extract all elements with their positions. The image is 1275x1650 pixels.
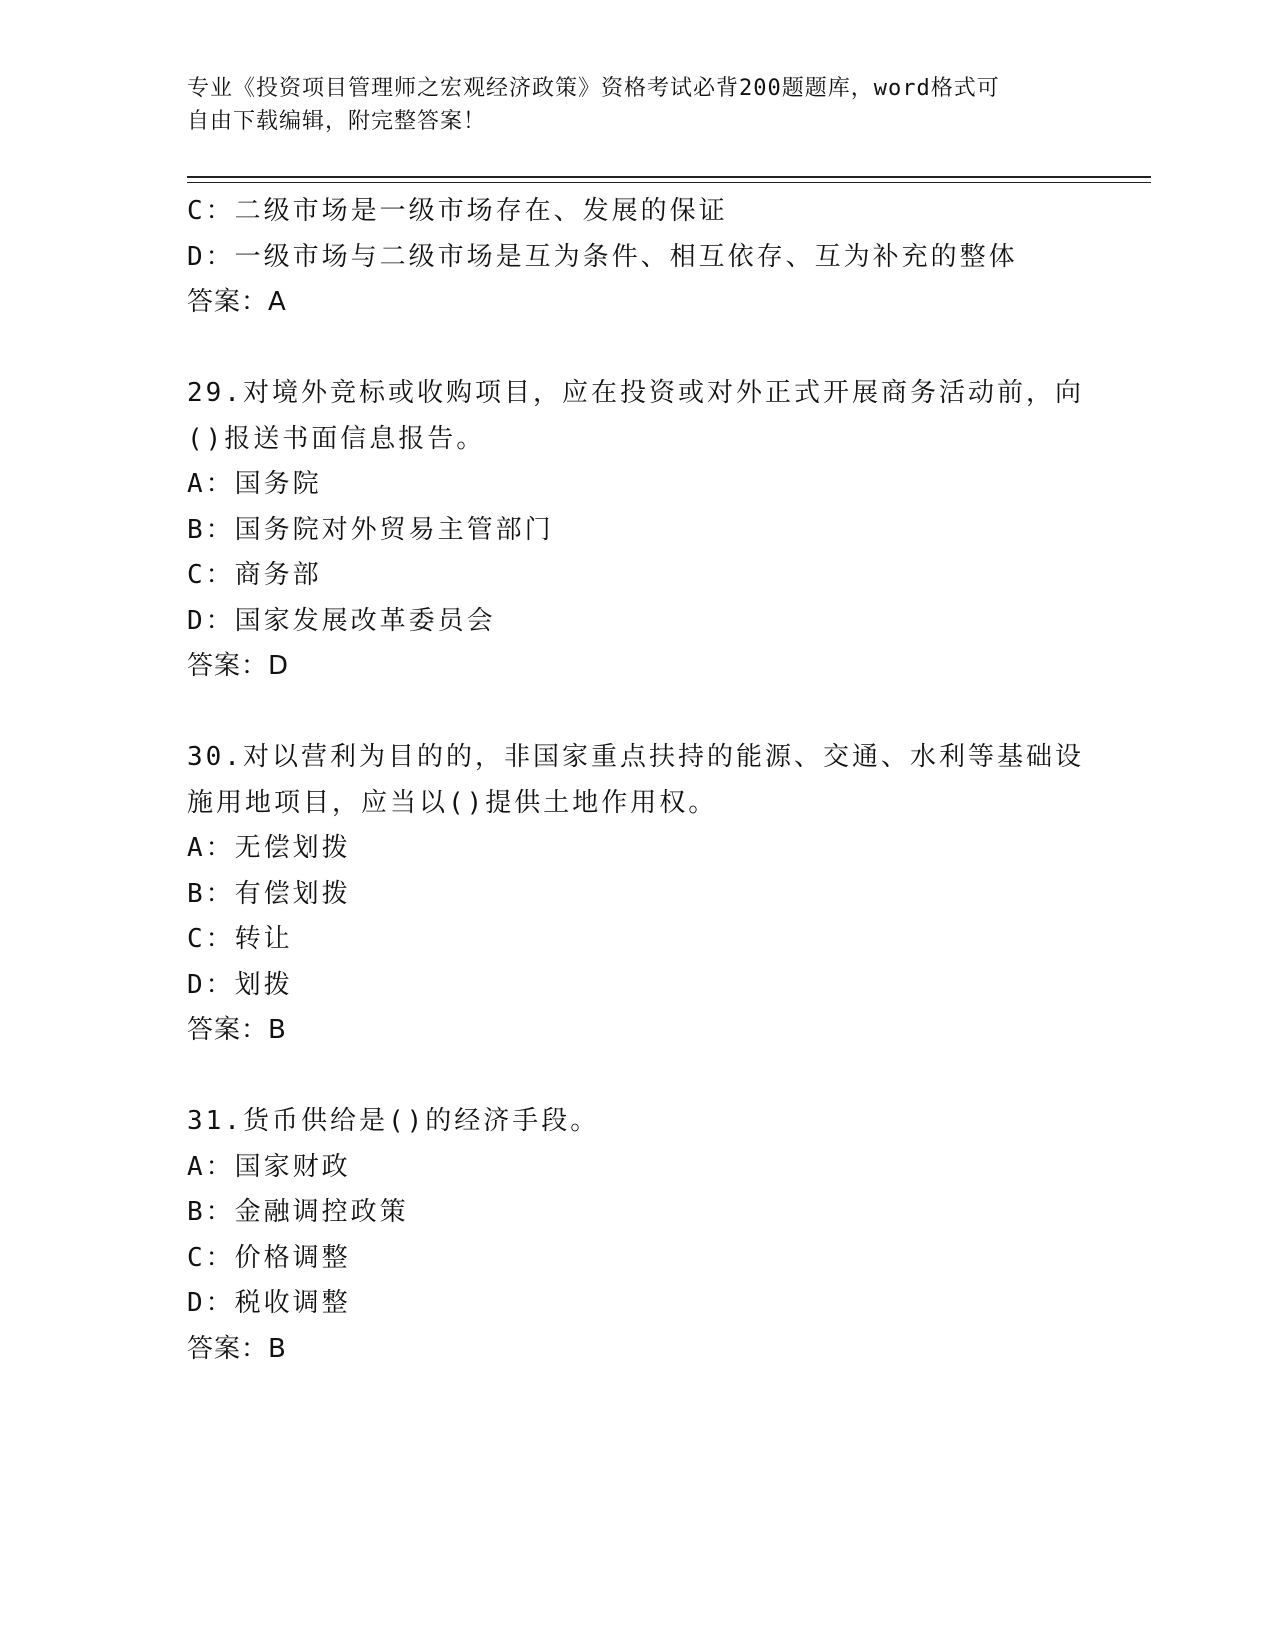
header-line-1: 专业《投资项目管理师之宏观经济政策》资格考试必背200题题库，word格式可 bbox=[187, 76, 1000, 101]
spacer bbox=[187, 690, 1087, 736]
header-divider bbox=[187, 176, 1151, 183]
spacer bbox=[187, 326, 1087, 372]
option-c: C：转让 bbox=[187, 924, 293, 954]
option-c: C：商务部 bbox=[187, 560, 322, 590]
option-b: B：国务院对外贸易主管部门 bbox=[187, 514, 554, 545]
option-b: B：金融调控政策 bbox=[187, 1197, 409, 1227]
option-a: A：国务院 bbox=[187, 469, 322, 499]
question-stem: 30.对以营利为目的的，非国家重点扶持的能源、交通、水利等基础设 bbox=[187, 742, 1084, 772]
option-d: D：划拨 bbox=[187, 969, 293, 1000]
question-30 bbox=[187, 735, 1087, 1054]
option-d: D：税收调整 bbox=[187, 1288, 351, 1318]
answer: 答案：D bbox=[187, 651, 290, 681]
option-c: C：价格调整 bbox=[187, 1242, 351, 1273]
page-header bbox=[187, 72, 1087, 138]
question-stem-continued: ()报送书面信息报告。 bbox=[187, 423, 486, 454]
spacer bbox=[187, 1054, 1087, 1100]
answer: 答案：B bbox=[187, 1015, 287, 1045]
option-d: D：一级市场与二级市场是互为条件、相互依存、互为补充的整体 bbox=[187, 241, 1018, 272]
prev-question-block bbox=[187, 189, 1087, 326]
question-29 bbox=[187, 371, 1087, 690]
answer: 答案：B bbox=[187, 1333, 287, 1364]
document-body bbox=[187, 189, 1087, 1372]
question-stem: 31.货币供给是()的经济手段。 bbox=[187, 1106, 600, 1136]
header-line-2: 自由下载编辑，附完整答案！ bbox=[187, 109, 487, 134]
question-stem-continued: 施用地项目，应当以()提供土地作用权。 bbox=[187, 787, 718, 818]
question-31 bbox=[187, 1099, 1087, 1372]
option-b: B：有偿划拨 bbox=[187, 878, 351, 909]
question-stem: 29.对境外竞标或收购项目，应在投资或对外正式开展商务活动前，向 bbox=[187, 378, 1084, 408]
answer: 答案：A bbox=[187, 287, 287, 317]
option-a: A：无偿划拨 bbox=[187, 833, 351, 863]
option-c: C：二级市场是一级市场存在、发展的保证 bbox=[187, 196, 728, 226]
option-a: A：国家财政 bbox=[187, 1151, 351, 1182]
option-d: D：国家发展改革委员会 bbox=[187, 605, 496, 636]
